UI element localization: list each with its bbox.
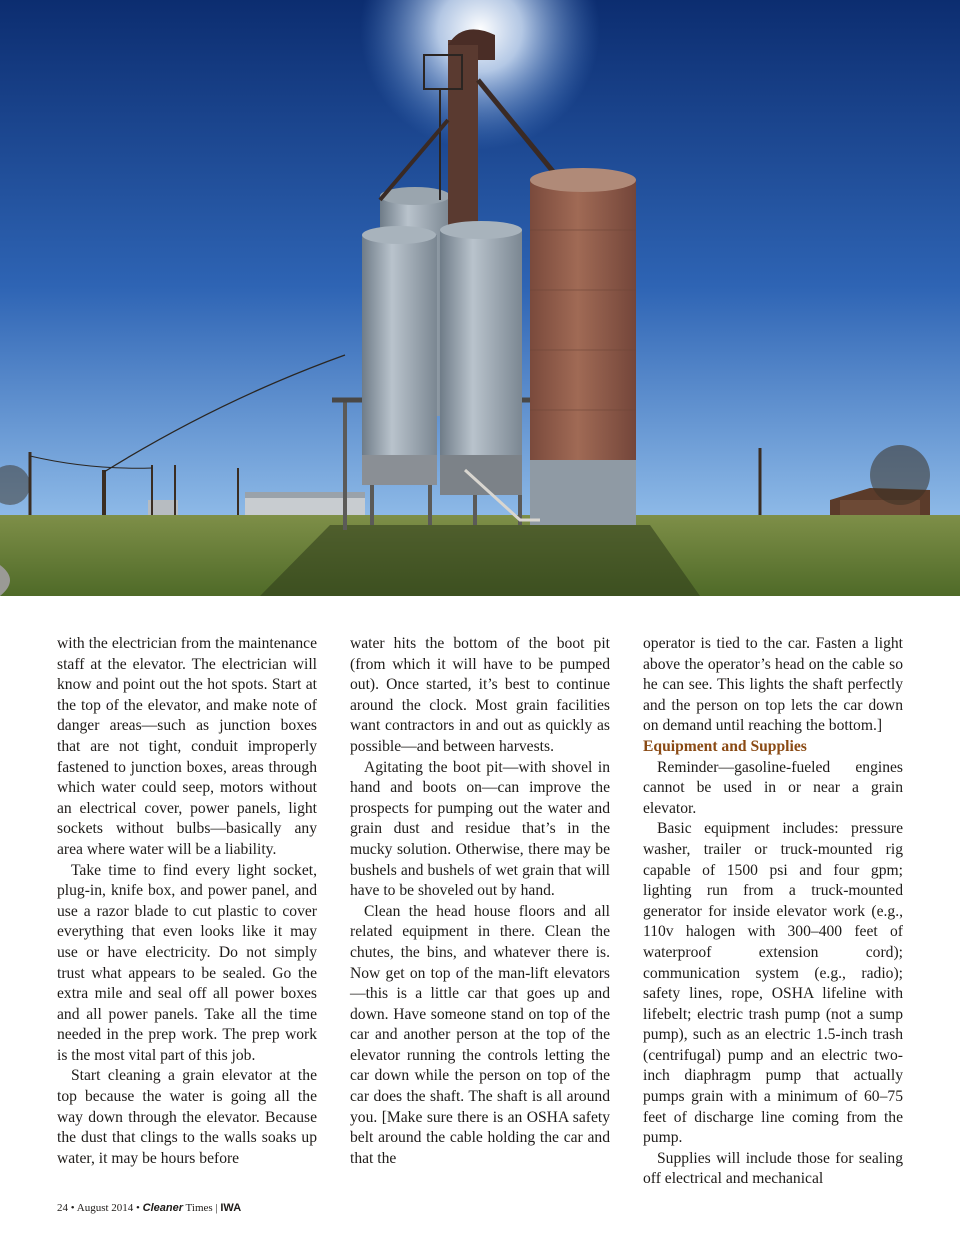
paragraph: with the electrician from the maintenance staff at the elevator. The electrician will know and point out the hot spots. Start at the top of the elevator, and make note of danger areas—such as junction boxes that are not tight, conduit improperly fastened to junction boxes, areas through which water could seep, motors without an electrical cover, power panels, light sockets without bulbs—basically any area where water will be a liability. xyxy=(57,635,317,858)
section-heading: Equipment and Supplies xyxy=(643,737,807,755)
paragraph: water hits the bottom of the boot pit (from which it will have to be pumped out). Once started, it’s best to continue around the clock. Most grain facilities want contractors in and out as quickly as possible—and between harvests. xyxy=(350,635,610,755)
text-column-3 xyxy=(643,634,903,1190)
separator: • xyxy=(68,1202,77,1214)
separator: • xyxy=(133,1202,143,1214)
magazine-name: Cleaner xyxy=(142,1202,183,1214)
iwa-label: IWA xyxy=(220,1202,242,1214)
paragraph: Take time to find every light socket, plug-in, knife box, and power panel, and use a razor blade to cut plastic to cover everything that even looks like it may use or have electricity. Do not simply trust what appears to be sealed. Go the extra mile and seal off all power boxes and all power panels. Take all the time needed in the prep work. The prep work is the most vital part of this job. xyxy=(57,861,317,1064)
paragraph: Start cleaning a grain elevator at the top because the water is going all the way down through the elevator. Because the dust that clings to the walls soaks up water, it may be hours before xyxy=(57,1067,317,1167)
paragraph: Clean the head house floors and all related equipment in there. Clean the chutes, the bins, and whatever there is. Now get on top of the man-lift elevators—this is a little car that goes up and down. Have someone stand on top of the car and another person at the top of the elevator running the controls letting the car down while the person on top of the car does the shaft. The shaft is all around you. [Make sure there is an OSHA safety belt around the cable holding the car and that the xyxy=(350,902,610,1167)
paragraph: Supplies will include those for sealing off electrical and mechanical xyxy=(643,1149,903,1188)
page-number: 24 xyxy=(57,1202,68,1214)
magazine-name-suffix: Times xyxy=(183,1202,213,1214)
separator: | xyxy=(212,1202,221,1214)
paragraph: Agitating the boot pit—with shovel in hand and boots on—can improve the prospects for pumping out the water and grain dust and residue that’s in the mucky solution. Otherwise, there may be bushels and bushels of wet grain that will have to be shoveled out by hand. xyxy=(350,758,610,900)
paragraph: operator is tied to the car. Fasten a light above the operator’s head on the cable so he can see. This lights the shaft perfectly and the person on top lets the car down on demand until reaching the bottom.] xyxy=(643,635,903,735)
issue-date: August 2014 xyxy=(76,1202,134,1214)
text-column-1 xyxy=(57,634,317,1169)
paragraph: Reminder—gasoline-fueled engines cannot be used in or near a grain elevator. xyxy=(643,758,903,817)
page-footer xyxy=(57,1202,241,1214)
paragraph: Basic equipment includes: pressure washer, trailer or truck-mounted rig capable of 1500 psi and four gpm; lighting run from a truck-mounted generator for inside elevator work (e.g., 110v halogen with 300–400 feet of waterproof extension cord); communication system (e.g., radio); safety lines, rope, OSHA lifeline with lifebelt; electric trash pump (not a sump pump), such as an electric 1.5-inch trash (centrifugal) pump and an electric two-inch diaphragm pump that actually pumps grain with a minimum of 60–75 feet of discharge line coming from the pump. xyxy=(643,820,903,1147)
grain-elevator-photo xyxy=(0,0,960,596)
text-column-2 xyxy=(350,634,610,1169)
